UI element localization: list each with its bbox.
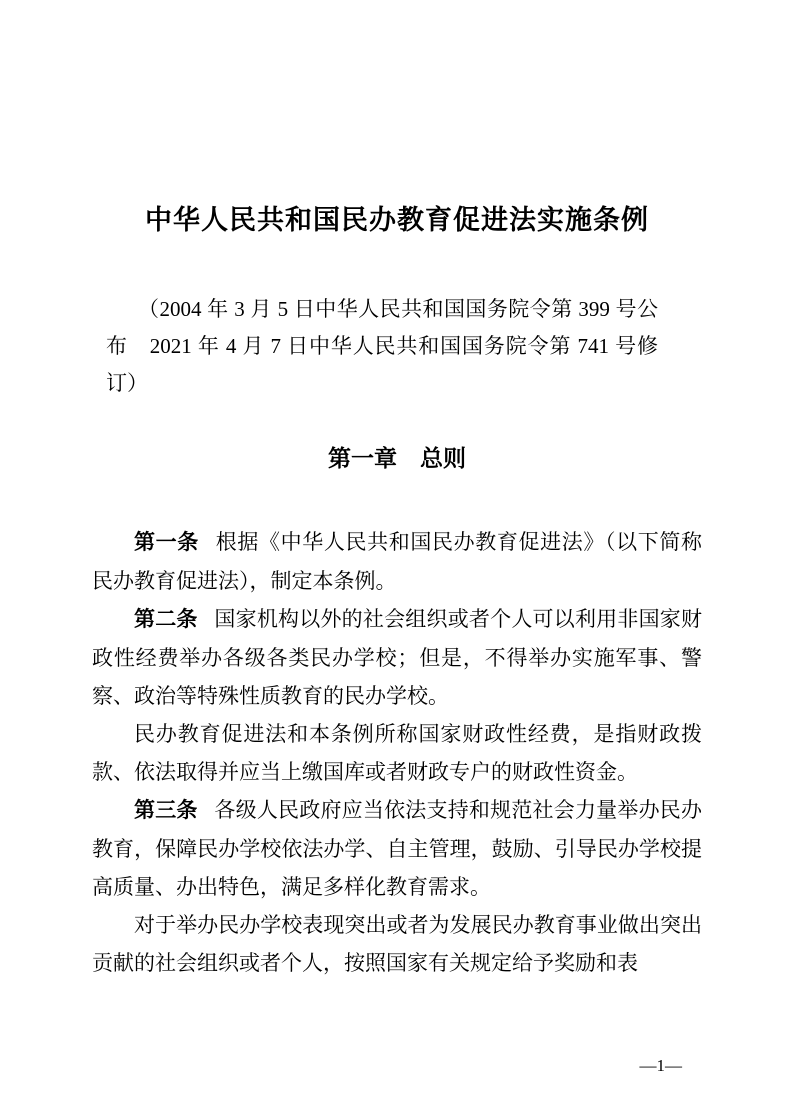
article-paragraph [92, 715, 702, 791]
article-paragraph-text: 根据《中华人民共和国民办教育促进法》（以下简称民办教育促进法），制定本条例。 [92, 530, 703, 593]
promulgation-note: （2004 年 3 月 5 日中华人民共和国国务院令第 399 号公布 2021 年 4 月 7 日中华人民共和国国务院令第 741 号修订） [106, 297, 658, 395]
article-number-label: 第二条 [134, 608, 198, 631]
article-paragraph [92, 523, 702, 600]
article-paragraph-text: 对于举办民办学校表现突出或者为发展民办教育事业做出突出贡献的社会组织或者个人，按照国家有关规定给予奖励和表 [92, 913, 702, 975]
article-number-label: 第三条 [134, 799, 198, 822]
article-paragraph [92, 600, 702, 715]
document-title: 中华人民共和国民办教育促进法实施条例 [145, 205, 649, 235]
article-paragraph-text: 民办教育促进法和本条例所称国家财政性经费，是指财政拨款、依法取得并应当上缴国库或者财政专户的财政性资金。 [92, 722, 702, 784]
article-body [92, 523, 702, 982]
article-paragraph-text: 各级人民政府应当依法支持和规范社会力量举办民办教育，保障民办学校依法办学、自主管理，鼓励、引导民办学校提高质量、办出特色，满足多样化教育需求。 [92, 798, 702, 899]
page-number: —1— [639, 1056, 682, 1075]
article-paragraph-text: 国家机构以外的社会组织或者个人可以利用非国家财政性经费举办各级各类民办学校；但是，不得举办实施军事、警察、政治等特殊性质教育的民办学校。 [92, 607, 702, 708]
chapter-heading: 第一章 总则 [328, 445, 466, 471]
article-paragraph [92, 791, 702, 906]
article-paragraph [92, 906, 702, 982]
article-number-label: 第一条 [134, 531, 199, 554]
